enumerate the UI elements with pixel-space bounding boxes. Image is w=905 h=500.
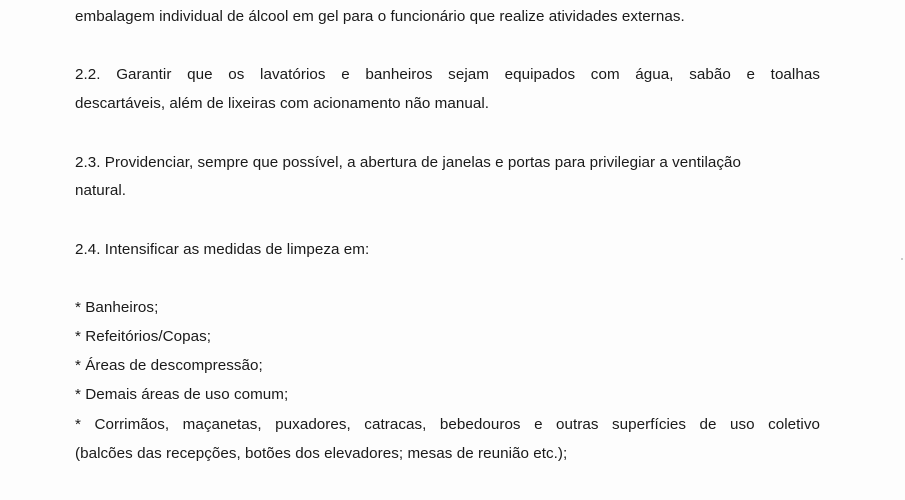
bullet-item: * Áreas de descompressão; <box>75 357 263 374</box>
bullet-item: * Banheiros; <box>75 299 159 316</box>
bullet-item: * Demais áreas de uso comum; <box>75 386 289 403</box>
item-2-2-line-1: 2.2. Garantir que os lavatórios e banheiros sejam equipados com água, sabão e toalhas <box>75 66 820 83</box>
bullet-item-last-line-1: * Corrimãos, maçanetas, puxadores, catracas, bebedouros e outras superfícies de uso coletivo <box>75 416 820 433</box>
item-2-4-heading: 2.4. Intensificar as medidas de limpeza em: <box>75 241 370 258</box>
bullet-item: * Refeitórios/Copas; <box>75 328 212 345</box>
intro-tail-text: embalagem individual de álcool em gel para o funcionário que realize atividades externas. <box>75 8 685 25</box>
item-2-2-line-2: descartáveis, além de lixeiras com acionamento não manual. <box>75 95 490 112</box>
scan-artifact <box>901 258 903 260</box>
bullet-item-last-line-2: (balcões das recepções, botões dos elevadores; mesas de reunião etc.); <box>75 445 568 462</box>
item-2-3-line-2: natural. <box>75 182 127 199</box>
item-2-3-line-1: 2.3. Providenciar, sempre que possível, a abertura de janelas e portas para privilegiar a ventilação <box>75 154 742 171</box>
